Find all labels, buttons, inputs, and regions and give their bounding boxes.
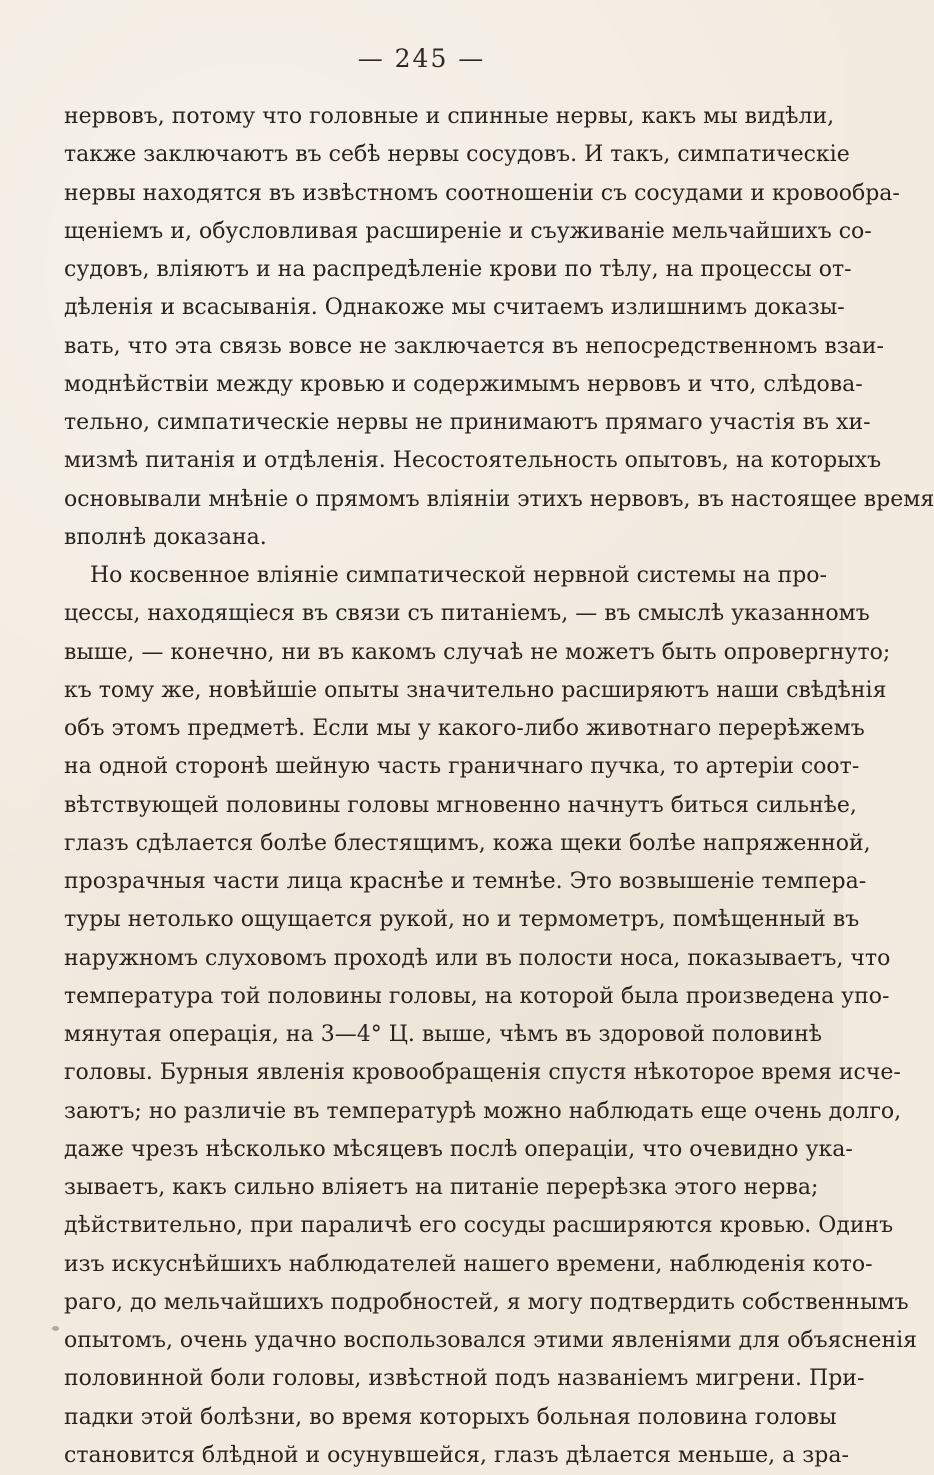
text-line: на одной сторонѣ шейную часть граничнаго пучка, то артеріи соот- bbox=[64, 754, 860, 780]
text-line: выше, — конечно, ни въ какомъ случаѣ не можетъ быть опровергнуто; bbox=[64, 639, 891, 665]
text-line: заютъ; но различіе въ температурѣ можно наблюдать еще очень долго, bbox=[64, 1098, 902, 1124]
text-line: раго, до мельчайшихъ подробностей, я могу подтвердить собственнымъ bbox=[64, 1289, 909, 1315]
text-line: основывали мнѣніе о прямомъ вліяніи этихъ нервовъ, въ настоящее время bbox=[64, 486, 934, 512]
text-line: мизмѣ питанія и отдѣленія. Несостоятельность опытовъ, на которыхъ bbox=[64, 448, 882, 474]
body-text bbox=[64, 98, 934, 1475]
ink-smudge bbox=[52, 1326, 59, 1331]
text-line: вѣтствующей половины головы мгновенно начнутъ биться сильнѣе, bbox=[64, 792, 857, 818]
text-line: мянутая операція, на 3—4° Ц. выше, чѣмъ въ здоровой половинѣ bbox=[64, 1022, 823, 1047]
text-line: также заключаютъ въ себѣ нервы сосудовъ. И такъ, симпатическіе bbox=[64, 142, 850, 168]
text-line: щеніемъ и, обусловливая расширеніе и съуживаніе мельчайшихъ со- bbox=[64, 218, 872, 244]
text-line: становится блѣдной и осунувшейся, глазъ дѣлается меньше, а зра- bbox=[64, 1442, 849, 1468]
text-line: прозрачныя части лица краснѣе и темнѣе. Это возвышеніе темпера- bbox=[64, 869, 867, 894]
text-line: нервовъ, потому что головные и спинные нервы, какъ мы видѣли, bbox=[64, 104, 835, 129]
text-line: изъ искуснѣйшихъ наблюдателей нашего времени, наблюденія кото- bbox=[64, 1251, 873, 1277]
text-line: дѣйствительно, при параличѣ его сосуды расширяются кровью. Одинъ bbox=[64, 1213, 894, 1239]
text-line: туры нетолько ощущается рукой, но и термометръ, помѣщенный въ bbox=[64, 907, 860, 933]
text-line: нервы находятся въ извѣстномъ соотношеніи съ сосудами и кровообра- bbox=[64, 180, 900, 206]
text-line: глазъ сдѣлается болѣе блестящимъ, кожа щеки болѣе напряженной, bbox=[64, 830, 871, 856]
text-line: наружномъ слуховомъ проходѣ или въ полости носа, показываетъ, что bbox=[64, 945, 891, 971]
text-line: къ тому же, новѣйшіе опыты значительно расширяютъ наши свѣдѣнія bbox=[64, 677, 887, 703]
text-line: температура той половины головы, на которой была произведена упо- bbox=[64, 983, 890, 1009]
text-line: Но косвенное вліяніе симпатической нервной системы на про- bbox=[90, 563, 827, 588]
page-number: — 245 — bbox=[357, 44, 486, 73]
text-line: половинной боли головы, извѣстной подъ названіемъ мигрени. При- bbox=[64, 1366, 865, 1392]
text-line: опытомъ, очень удачно воспользовался этими явленіями для объясненія bbox=[64, 1328, 918, 1353]
text-line: тельно, симпатическіе нервы не принимаютъ прямаго участія въ хи- bbox=[64, 410, 871, 435]
text-line: судовъ, вліяютъ и на распредѣленіе крови по тѣлу, на процессы от- bbox=[64, 257, 852, 282]
text-line: даже чрезъ нѣсколько мѣсяцевъ послѣ операціи, что очевидно ука- bbox=[64, 1136, 853, 1162]
text-line: падки этой болѣзни, во время которыхъ больная половина головы bbox=[64, 1404, 837, 1430]
text-line: дѣленія и всасыванія. Однакоже мы считаемъ излишнимъ доказы- bbox=[64, 295, 845, 321]
text-line: моднѣйствіи между кровью и содержимымъ нервовъ и что, слѣдова- bbox=[64, 371, 863, 397]
text-line: цессы, находящіеся въ связи съ питаніемъ, — въ смыслѣ указанномъ bbox=[64, 601, 870, 627]
text-line: головы. Бурныя явленія кровообращенія спустя нѣкоторое время исче- bbox=[64, 1060, 901, 1086]
text-line: вать, что эта связь вовсе не заключается въ непосредственномъ взаи- bbox=[64, 333, 884, 359]
text-line: зываетъ, какъ сильно вліяетъ на питаніе перерѣзка этого нерва; bbox=[64, 1175, 819, 1200]
text-line: объ этомъ предметѣ. Если мы у какого-либо животнаго перерѣжемъ bbox=[64, 716, 865, 741]
text-line: вполнѣ доказана. bbox=[64, 524, 267, 550]
